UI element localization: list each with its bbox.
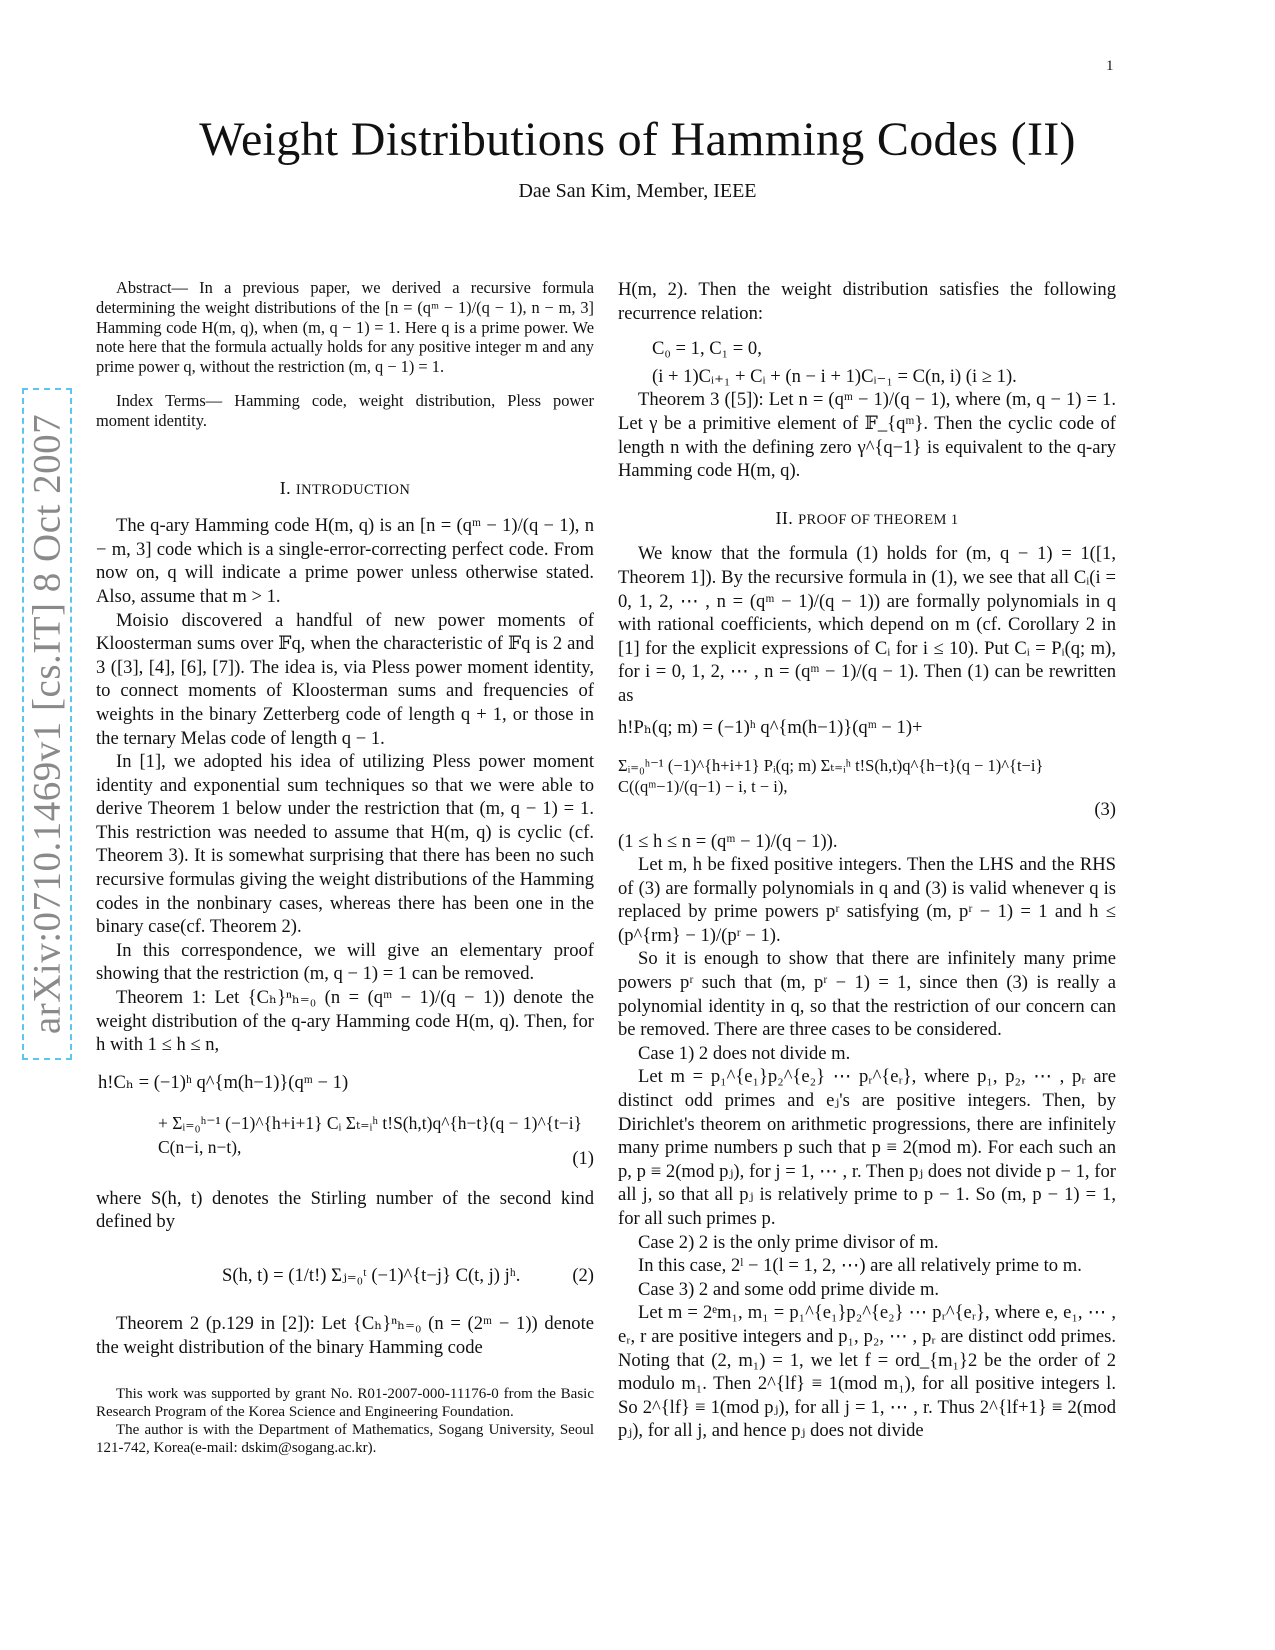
equation-3-range: (1 ≤ h ≤ n = (qᵐ − 1)/(q − 1)). bbox=[618, 830, 838, 852]
equation-2-number: (2) bbox=[572, 1265, 594, 1287]
intro-paragraph-2: Moisio discovered a handful of new power moments of Kloosterman sums over 𝔽q, when the characteristic of 𝔽q is 2 and 3 ([3], [4], [6], [7]). The idea is, via Pless power moment identity, to connect moments of Kloosterman sums and frequencies of weights in the binary Zetterberg code of length q + 1, or those in the ternary Melas code of length q − 1. bbox=[96, 609, 594, 749]
equation-2-body: S(h, t) = (1/t!) Σⱼ₌₀ᵗ (−1)^{t−j} C(t, j) jʰ. bbox=[222, 1265, 521, 1287]
section-title: INTRODUCTION bbox=[295, 481, 411, 498]
proof-paragraph-3: So it is enough to show that there are infinitely many prime powers pʳ such that (m, pʳ − 1) = 1, since then (3) is really a polynomial identity in q, so that the restriction of our concern can be removed. There are three cases to be considered. bbox=[618, 948, 1116, 1041]
section-heading-introduction bbox=[96, 477, 594, 503]
theorem-3: Theorem 3 ([5]): Let n = (qᵐ − 1)/(q − 1), where (m, q − 1) = 1. Let γ be a primitive element of 𝔽_{qᵐ}. Then the cyclic code of length n with the defining zero γ^{q−1} is equivalent to the q-ary Hamming code H(m, q). bbox=[618, 389, 1116, 482]
case-3-body: Let m = 2ᵉm₁, m₁ = p₁^{e₁}p₂^{e₂} ⋯ pᵣ^{eᵣ}, where e, e₁, ⋯ , eᵣ, r are positive integers and p₁, p₂, ⋯ , pᵣ are distinct odd primes. Noting that (2, m₁) = 1, we let f = ord_{m₁}2 be the order of 2 modulo m₁. Then 2^{lf} ≡ 1(mod m₁), for all positive integers l. So 2^{lf} ≡ 1(mod pⱼ), for all j = 1, ⋯ , r. Thus 2^{lf+1} ≡ 2(mod pⱼ), for all j, and hence pⱼ does not divide bbox=[618, 1302, 1116, 1442]
equation-3-line-2: Σᵢ₌₀ʰ⁻¹ (−1)^{h+i+1} Pᵢ(q; m) Σₜ₌ᵢʰ t!S(h,t)q^{h−t}(q − 1)^{t−i} C((qᵐ−1)/(q−1) − i, t − i), bbox=[618, 756, 1044, 797]
theorem-2: Theorem 2 (p.129 in [2]): Let {Cₕ}ⁿₕ₌₀ (n = (2ᵐ − 1)) denote the weight distribution of the binary Hamming code bbox=[96, 1313, 594, 1358]
case-2-body: In this case, 2ˡ − 1(l = 1, 2, ⋯) are all relatively prime to m. bbox=[638, 1255, 1082, 1277]
footnote-affiliation: The author is with the Department of Mathematics, Sogang University, Seoul 121-742, Korea(e-mail: dskim@sogang.ac.kr). bbox=[96, 1422, 594, 1457]
section-number: I. bbox=[279, 477, 296, 498]
theorem-1: Theorem 1: Let {Cₕ}ⁿₕ₌₀ (n = (qᵐ − 1)/(q − 1)) denote the weight distribution of the q-ary Hamming code H(m, q). Then, for h with 1 ≤ h ≤ n, bbox=[96, 987, 594, 1056]
author-line: Dae San Kim, Member, IEEE bbox=[518, 180, 757, 202]
arxiv-stamp[interactable] bbox=[22, 388, 72, 1060]
case-1-body: Let m = p₁^{e₁}p₂^{e₂} ⋯ pᵣ^{eᵣ}, where p₁, p₂, ⋯ , pᵣ are distinct odd primes and eⱼ's are positive integers. Then, by Dirichlet's theorem on arithmetic progressions, there are infinitely many prime numbers p such that p ≡ 2(mod m). For each such an p, p ≡ 2(mod pⱼ), for j = 1, ⋯ , r. Then pⱼ does not divide p − 1, for all j, so that all pⱼ is relatively prime to p − 1. So (m, p − 1) = 1, for all such primes p. bbox=[618, 1066, 1116, 1229]
equation-1-line-2: + Σᵢ₌₀ʰ⁻¹ (−1)^{h+i+1} Cᵢ Σₜ₌ᵢʰ t!S(h,t)q^{h−t}(q − 1)^{t−i} C(n−i, n−t), bbox=[158, 1113, 583, 1158]
recurrence-initial: C₀ = 1, C₁ = 0, bbox=[652, 338, 762, 360]
case-2-heading: Case 2) 2 is the only prime divisor of m. bbox=[638, 1231, 939, 1253]
section-number: II. bbox=[775, 507, 799, 528]
intro-paragraph-1: The q-ary Hamming code H(m, q) is an [n = (qᵐ − 1)/(q − 1), n − m, 3] code which is a single-error-correcting perfect code. From now on, q will indicate a prime power unless otherwise stated. Also, assume that m > 1. bbox=[96, 515, 594, 607]
index-terms: Index Terms— Hamming code, weight distribution, Pless power moment identity. bbox=[96, 390, 594, 430]
recurrence-relation bbox=[618, 337, 1116, 388]
equation-3-number: (3) bbox=[1094, 798, 1116, 820]
theorem-2-continued: H(m, 2). Then the weight distribution satisfies the following recurrence relation: bbox=[618, 279, 1116, 324]
intro-paragraph-3: In [1], we adopted his idea of utilizing Pless power moment identity and exponential sum techniques so that we were able to derive Theorem 1 below under the restriction that (m, q − 1) = 1. This restriction was needed to assume that H(m, q) is cyclic (cf. Theorem 3). It is somewhat surprising that there has been no such recursive formulas giving the weight distributions of the Hamming codes in the nonbinary cases, whereas there has been one in the binary case(cf. Theorem 2). bbox=[96, 751, 594, 938]
equation-1 bbox=[96, 1071, 594, 1167]
section-title: PROOF OF THEOREM 1 bbox=[798, 511, 959, 528]
proof-paragraph-1: We know that the formula (1) holds for (m, q − 1) = 1([1, Theorem 1]). By the recursive formula in (1), we see that all Cᵢ(i = 0, 1, 2, ⋯ , n = (qᵐ − 1)/(q − 1)) are formally polynomials in q with rational coefficients, which depend on m (cf. Corollary 2 in [1] for the explicit expressions of Cᵢ for i ≤ 10). Put Cᵢ = Pᵢ(q; m), for i = 0, 1, 2, ⋯ , n = (qᵐ − 1)/(q − 1). Then (1) can be rewritten as bbox=[618, 543, 1116, 706]
case-1-heading: Case 1) 2 does not divide m. bbox=[638, 1042, 851, 1064]
proof-paragraph-2: Let m, h be fixed positive integers. Then the LHS and the RHS of (3) are formally polynomials in q and (3) is valid whenever q is replaced by prime powers pʳ satisfying (m, pʳ − 1) = 1 and h ≤ (p^{rm} − 1)/(pʳ − 1). bbox=[618, 854, 1116, 946]
page-number: 1 bbox=[1106, 58, 1114, 74]
arxiv-stamp-text: arXiv:0710.1469v1 [cs.IT] 8 Oct 2007 bbox=[25, 413, 69, 1035]
case-3-heading: Case 3) 2 and some odd prime divide m. bbox=[638, 1278, 940, 1300]
left-column bbox=[96, 278, 594, 1457]
recurrence-step: (i + 1)Cᵢ₊₁ + Cᵢ + (n − i + 1)Cᵢ₋₁ = C(n, i) (i ≥ 1). bbox=[652, 365, 1017, 387]
equation-3-line-1: h!Pₕ(q; m) = (−1)ʰ q^{m(h−1)}(qᵐ − 1)+ bbox=[618, 716, 923, 738]
stirling-definition-text: where S(h, t) denotes the Stirling number of the second kind defined by bbox=[96, 1187, 594, 1233]
intro-paragraph-4: In this correspondence, we will give an elementary proof showing that the restriction (m, q − 1) = 1 can be removed. bbox=[96, 939, 594, 985]
equation-3 bbox=[618, 716, 1116, 820]
section-heading-proof bbox=[618, 507, 1116, 533]
footnote-funding: This work was supported by grant No. R01-2007-000-11176-0 from the Basic Research Program of the Korea Science and Engineering Foundation. bbox=[96, 1386, 594, 1421]
abstract: Abstract— In a previous paper, we derived a recursive formula determining the weight distributions of the [n = (qᵐ − 1)/(q − 1), n − m, 3] Hamming code H(m, q), when (m, q − 1) = 1. Here q is a prime power. We note here that the formula actually holds for any positive integer m and any prime power q, without the restriction (m, q − 1) = 1. bbox=[96, 278, 594, 377]
equation-2 bbox=[96, 1250, 594, 1306]
right-column bbox=[618, 278, 1116, 1443]
equation-1-number: (1) bbox=[572, 1147, 594, 1169]
equation-1-line-1: h!Cₕ = (−1)ʰ q^{m(h−1)}(qᵐ − 1) bbox=[98, 1071, 349, 1093]
paper-title: Weight Distributions of Hamming Codes (II) bbox=[199, 113, 1076, 166]
